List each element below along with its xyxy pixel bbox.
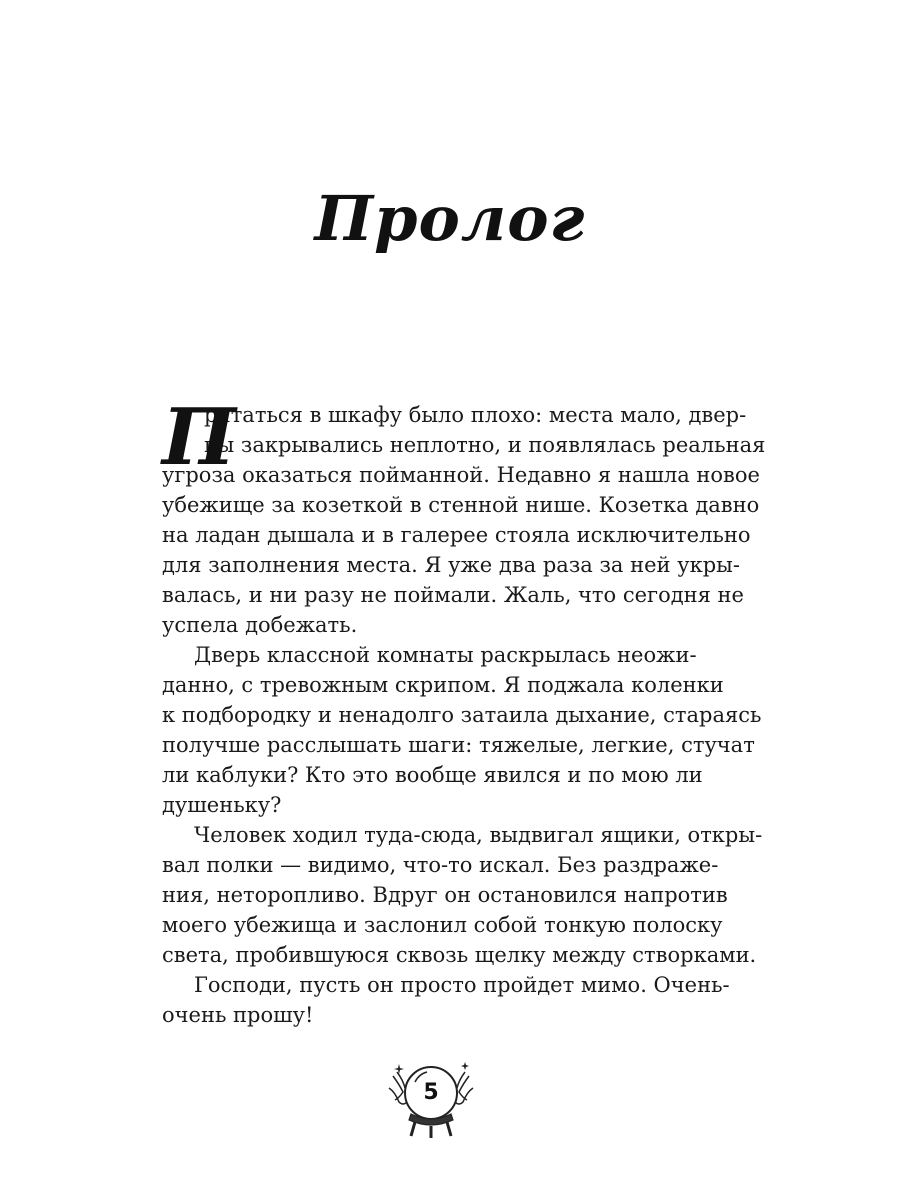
text-line: успела добежать. <box>162 613 358 637</box>
page-footer <box>385 1058 477 1140</box>
text-line: Человек ходил туда-сюда, выдвигал ящики, откры- <box>194 823 763 847</box>
text-line: валась, и ни разу не поймали. Жаль, что сегодня не <box>162 583 744 607</box>
chapter-title: Пролог <box>314 182 586 255</box>
text-line: ния, неторопливо. Вдруг он остановился напротив <box>162 883 728 907</box>
paragraph <box>162 970 730 1030</box>
text-line: света, пробившуюся сквозь щелку между створками. <box>162 943 757 967</box>
text-line: душеньку? <box>162 793 282 817</box>
paragraph <box>162 820 763 970</box>
page-number: 5 <box>423 1080 439 1105</box>
text-line: на ладан дышала и в галерее стояла исключительно <box>162 523 751 547</box>
text-line: моего убежища и заслонил собой тонкую полоску <box>162 913 723 937</box>
text-line: ли каблуки? Кто это вообще явился и по мою ли <box>162 763 703 787</box>
drop-cap: П <box>162 392 236 483</box>
text-line: убежище за козеткой в стенной нише. Козетка давно <box>162 493 760 517</box>
text-line: вал полки — видимо, что-то искал. Без раздраже- <box>162 853 719 877</box>
paragraph <box>162 392 766 640</box>
text-line: цы закрывались неплотно, и появлялась реальная <box>204 433 766 457</box>
body-text <box>162 392 766 1030</box>
text-line: получше расслышать шаги: тяжелые, легкие, стучат <box>162 733 755 757</box>
text-line: данно, с тревожным скрипом. Я поджала коленки <box>162 673 724 697</box>
text-line: очень прошу! <box>162 1003 314 1027</box>
text-line: Господи, пусть он просто пройдет мимо. Очень- <box>194 973 730 997</box>
text-line: рятаться в шкафу было плохо: места мало, двер- <box>204 403 747 427</box>
text-line: Дверь классной комнаты раскрылась неожи- <box>194 643 697 667</box>
paragraph <box>162 640 762 820</box>
text-line: к подбородку и ненадолго затаила дыхание, стараясь <box>162 703 762 727</box>
text-line: для заполнения места. Я уже два раза за ней укры- <box>162 553 740 577</box>
text-line: угроза оказаться пойманной. Недавно я нашла новое <box>162 463 760 487</box>
